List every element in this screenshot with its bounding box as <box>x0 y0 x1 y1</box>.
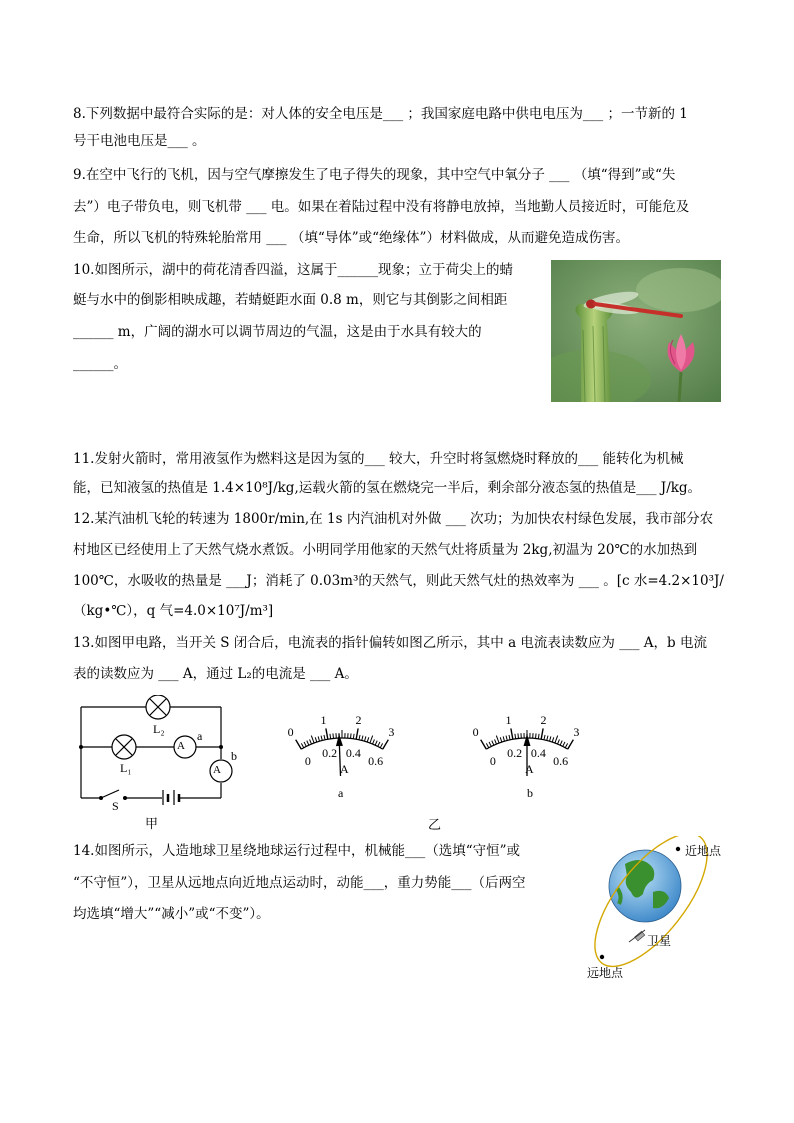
ammeter-a-label: a <box>197 729 203 743</box>
dial-tick <box>330 734 331 739</box>
satellite-icon <box>629 930 645 942</box>
ammeter-b-label: b <box>231 749 237 763</box>
dial-tick <box>495 739 497 744</box>
dial-tick <box>489 742 491 746</box>
lotus-dragonfly-photo <box>551 260 721 402</box>
dial-b-top-tick-3: 3 <box>573 724 580 739</box>
dial-tick <box>500 737 502 742</box>
perigee-label: 近地点 <box>685 844 722 858</box>
dial-tick <box>296 740 302 749</box>
q10-line-2: 蜓与水中的倒影相映成趣，若蜻蜓距水面 0.8 m，则它与其倒影之间相距 <box>73 292 508 308</box>
dial-tick <box>496 736 499 743</box>
dial-a-bottom-tick-2: 0.4 <box>345 746 361 761</box>
dial-b-top-tick-2: 2 <box>540 712 547 727</box>
dial-tick <box>304 742 306 746</box>
dial-tick <box>362 736 363 741</box>
dial-tick <box>560 741 562 746</box>
dial-tick <box>503 736 504 741</box>
q8-line-1: 8.下列数据中最符合实际的是：对人体的安全电压是___ ；我国家庭电路中供电电压为___ ；一节新的 1 <box>73 106 688 122</box>
dial-tick <box>333 733 334 738</box>
dial-tick <box>568 740 574 749</box>
dial-tick <box>383 740 389 749</box>
q12-line-4: （kg•℃），q 气=4.0×10⁷J/m³] <box>73 603 274 619</box>
dial-tick <box>538 734 539 739</box>
dial-a-bottom-tick-0: 0 <box>304 754 311 769</box>
ammeter-dial-a <box>262 700 422 800</box>
dial-tick <box>486 743 488 747</box>
dial-tick <box>549 736 550 741</box>
q12-line-3: 100℃，水吸收的热量是 ___J；消耗了 0.03m³的天然气，则此天然气灶的热效率为 ___ 。[c 水=4.2×10³J/ <box>73 573 724 589</box>
dial-tick <box>509 735 510 740</box>
dial-a-unit: A <box>340 762 349 776</box>
dial-tick <box>364 736 365 741</box>
dial-tick <box>356 728 358 739</box>
lamp-l1-label: L₁ <box>120 761 132 775</box>
dial-tick <box>558 739 560 744</box>
dial-tick <box>511 728 513 739</box>
dial-tick <box>515 734 516 739</box>
dial-tick <box>378 742 380 746</box>
ammeter-dial-b <box>447 700 607 800</box>
satellite-orbit-figure <box>583 836 753 986</box>
dial-tick <box>565 743 567 747</box>
dial-tick <box>518 733 519 738</box>
figure-caption-jia: 甲 <box>145 817 159 832</box>
dial-b-bottom-tick-3: 0.6 <box>553 754 569 769</box>
perigee-dot <box>676 847 680 851</box>
dial-tick <box>311 736 314 743</box>
dial-tick <box>326 728 328 739</box>
dial-b-top-tick-1: 1 <box>505 712 512 727</box>
dial-tick <box>536 733 537 738</box>
q9-line-1: 9.在空中飞行的飞机，因与空气摩擦发生了电子得失的现象，其中空气中氧分子 ___ （填“得到”或“失 <box>73 167 676 183</box>
dial-a-top-tick-0: 0 <box>287 724 294 739</box>
dial-tick <box>555 736 558 743</box>
lamp-l2-label: L₂ <box>153 722 165 736</box>
dial-b-top-tick-0: 0 <box>472 724 479 739</box>
dial-tick <box>310 739 312 744</box>
q13-line-2: 表的读数应为 ___ A，通过 L₂的电流是 ___ A。 <box>73 666 358 682</box>
q11-line-2: 能，已知液氢的热值是 1.4×10⁸J/kg,运载火箭的氢在燃烧完一半后，剩余部分液态氢的热值是___ J/kg。 <box>73 480 702 496</box>
q12-line-2: 村地区已经使用上了天然气烧水煮饭。小明同学用他家的天然气灶将质量为 2kg,初温为 20℃的水加热到 <box>73 542 698 558</box>
dial-a-bottom-tick-1: 0.2 <box>322 746 338 761</box>
dial-tick <box>375 741 377 746</box>
dial-tick <box>370 736 373 743</box>
dial-tick <box>547 736 548 741</box>
dial-b-label: b <box>527 786 533 800</box>
dial-tick <box>315 737 317 742</box>
switch-label: S <box>112 799 119 813</box>
ammeter-a-symbol: A <box>177 740 185 752</box>
lamp-l1-icon <box>112 735 136 759</box>
q13-line-1: 13.如图甲电路，当开关 S 闭合后，电流表的指针偏转如图乙所示，其中 a 电流表读数应为 ___ A，b 电流 <box>73 635 707 651</box>
q14-line-3: 均选填“增大”“减小”或“不变”）。 <box>73 906 270 922</box>
dial-tick <box>541 728 543 739</box>
dial-b-unit: A <box>525 762 534 776</box>
dial-tick <box>307 741 309 746</box>
dial-tick <box>563 742 565 746</box>
q11-line-1: 11.发射火箭时，常用液氢作为燃料这是因为氢的___ 较大，升空时将氢燃烧时释放的___ 能转化为机械 <box>73 451 684 467</box>
dial-tick <box>544 735 545 740</box>
dial-tick <box>373 739 375 744</box>
dial-tick <box>380 743 382 747</box>
q14-line-2: “不守恒”），卫星从远地点向近地点运动时，动能___，重力势能___（后两空 <box>73 875 526 891</box>
lamp-l2-icon <box>146 695 170 719</box>
dial-tick <box>481 740 487 749</box>
q8-line-2: 号干电池电压是___ 。 <box>73 133 206 149</box>
dial-tick <box>506 736 507 741</box>
dial-tick <box>301 743 303 747</box>
q10-line-3: ______ m，广阔的湖水可以调节周边的气温，这是由于水具有较大的 <box>73 324 482 340</box>
q9-line-3: 生命，所以飞机的特殊轮胎常用 ___ （填“导体”或“绝缘体”）材料做成，从而避免造成伤害。 <box>73 230 629 246</box>
dial-tick <box>492 741 494 746</box>
q12-line-1: 12.某汽油机飞轮的转速为 1800r/min,在 1s 内汽油机对外做 ___ 次功；为加快农村绿色发展，我市部分农 <box>73 511 714 527</box>
dial-tick <box>321 736 322 741</box>
dial-tick <box>552 737 554 742</box>
dial-tick <box>318 736 319 741</box>
dial-a-bottom-tick-3: 0.6 <box>368 754 384 769</box>
ammeter-b-symbol: A <box>213 764 221 776</box>
dial-a-label: a <box>338 786 344 800</box>
dial-tick <box>324 735 325 740</box>
q10-line-4: ______。 <box>73 356 127 372</box>
battery-icon <box>163 790 179 805</box>
dial-a-top-tick-3: 3 <box>388 724 395 739</box>
dial-b-bottom-tick-0: 0 <box>489 754 496 769</box>
dial-a-top-tick-2: 2 <box>355 712 362 727</box>
figure-caption-yi: 乙 <box>428 818 442 833</box>
satellite-label: 卫星 <box>647 934 672 948</box>
dial-tick <box>367 737 369 742</box>
dial-tick <box>353 734 354 739</box>
dial-a-top-tick-1: 1 <box>320 712 327 727</box>
apogee-dot <box>600 955 604 959</box>
dial-tick <box>351 733 352 738</box>
q14-line-1: 14.如图所示，人造地球卫星绕地球运行过程中，机械能___（选填“守恒”或 <box>73 843 521 859</box>
apogee-label: 远地点 <box>587 966 624 980</box>
q9-line-2: 去”）电子带负电，则飞机带 ___ 电。如果在着陆过程中没有将静电放掉，当地勤人员接近时，可能危及 <box>73 199 690 215</box>
dial-b-bottom-tick-1: 0.2 <box>507 746 523 761</box>
q10-line-1: 10.如图所示，湖中的荷花清香四溢，这属于______现象；立于荷尖上的蜻 <box>73 262 513 278</box>
dial-b-bottom-tick-2: 0.4 <box>530 746 546 761</box>
circuit-diagram-jia <box>75 695 245 835</box>
circuit-wires <box>75 695 245 805</box>
dial-tick <box>359 735 360 740</box>
